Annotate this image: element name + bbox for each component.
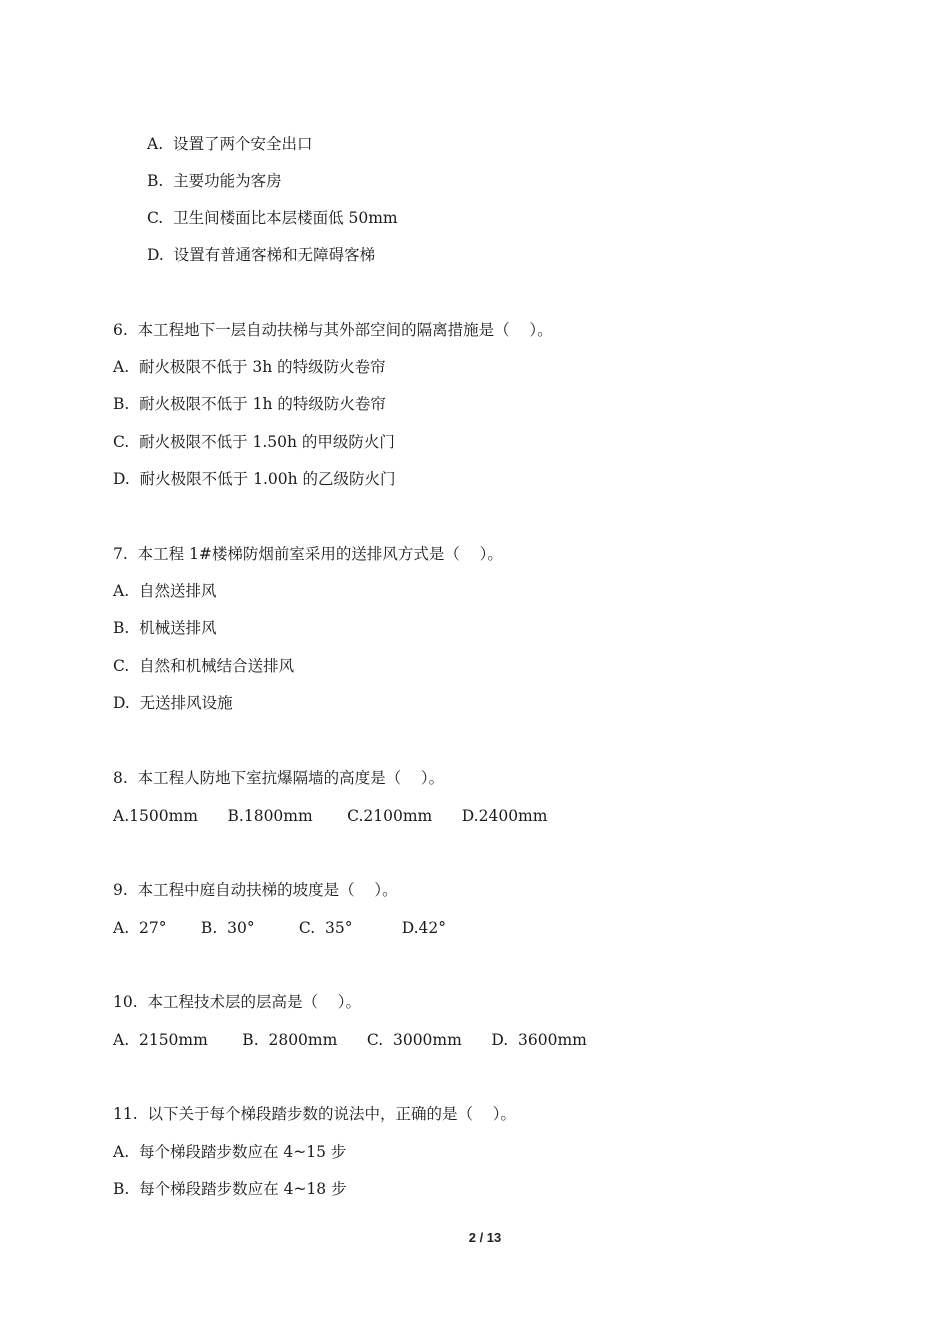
prev-option-d: D. 设置有普通客梯和无障碍客梯 bbox=[147, 246, 376, 264]
prev-option-c: C. 卫生间楼面比本层楼面低 50mm bbox=[147, 209, 398, 227]
question-7-option-d: D. 无送排风设施 bbox=[113, 694, 233, 712]
page-number: 2 / 13 bbox=[468, 1230, 502, 1245]
question-11-stem: 11. 以下关于每个梯段踏步数的说法中，正确的是（ ）。 bbox=[113, 1105, 516, 1123]
question-7-option-c: C. 自然和机械结合送排风 bbox=[113, 657, 295, 675]
question-6-option-b: B. 耐火极限不低于 1h 的特级防火卷帘 bbox=[113, 395, 386, 413]
prev-option-b: B. 主要功能为客房 bbox=[147, 172, 282, 190]
question-10-stem: 10. 本工程技术层的层高是（ ）。 bbox=[113, 993, 361, 1011]
question-6-option-c: C. 耐火极限不低于 1.50h 的甲级防火门 bbox=[113, 433, 395, 451]
question-7-stem: 7. 本工程 1#楼梯防烟前室采用的送排风方式是（ ）。 bbox=[113, 545, 503, 563]
question-7-option-a: A. 自然送排风 bbox=[113, 582, 217, 600]
question-6-option-a: A. 耐火极限不低于 3h 的特级防火卷帘 bbox=[113, 358, 386, 376]
question-10-options: A. 2150mm B. 2800mm C. 3000mm D. 3600mm bbox=[113, 1031, 587, 1049]
question-9-options: A. 27° B. 30° C. 35° D.42° bbox=[113, 919, 447, 937]
question-8-stem: 8. 本工程人防地下室抗爆隔墙的高度是（ ）。 bbox=[113, 769, 445, 787]
question-7-option-b: B. 机械送排风 bbox=[113, 619, 217, 637]
question-11-option-a: A. 每个梯段踏步数应在 4~15 步 bbox=[113, 1143, 347, 1161]
prev-option-a: A. 设置了两个安全出口 bbox=[147, 135, 313, 153]
question-6-stem: 6. 本工程地下一层自动扶梯与其外部空间的隔离措施是（ ）。 bbox=[113, 321, 553, 339]
question-8-options: A.1500mm B.1800mm C.2100mm D.2400mm bbox=[113, 807, 548, 825]
question-9-stem: 9. 本工程中庭自动扶梯的坡度是（ ）。 bbox=[113, 881, 398, 899]
question-11-option-b: B. 每个梯段踏步数应在 4~18 步 bbox=[113, 1180, 347, 1198]
question-6-option-d: D. 耐火极限不低于 1.00h 的乙级防火门 bbox=[113, 470, 396, 488]
